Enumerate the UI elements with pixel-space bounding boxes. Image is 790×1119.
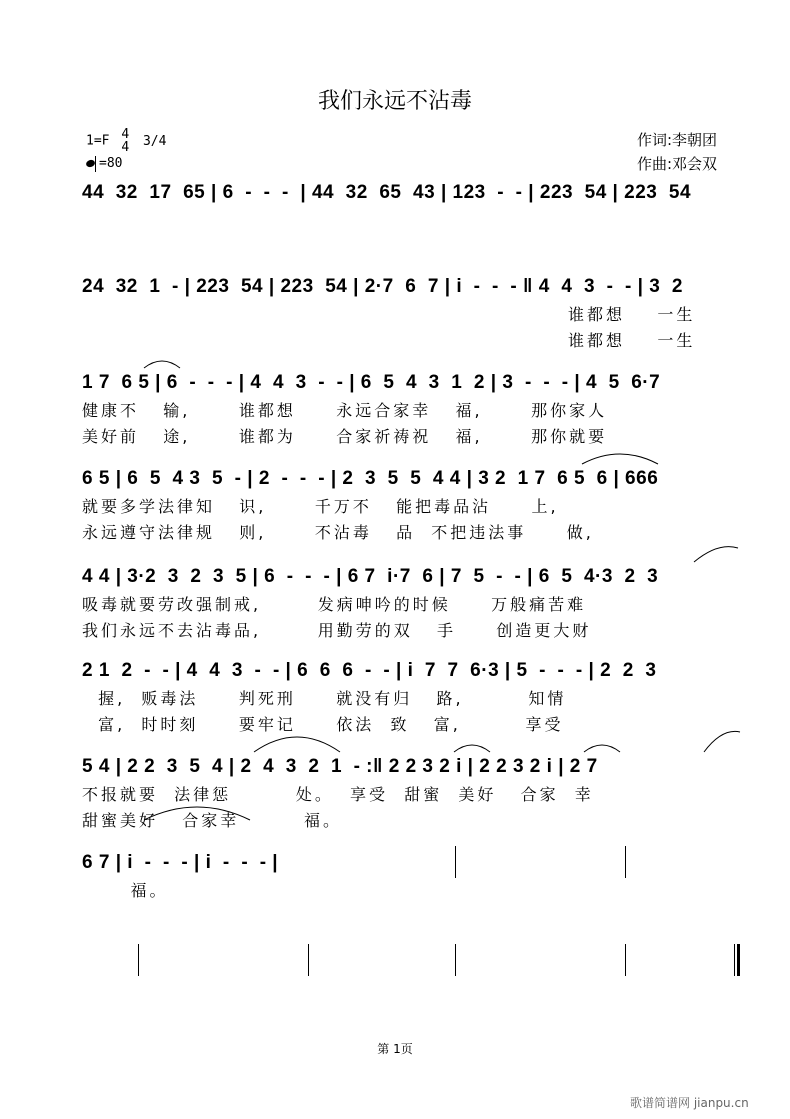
- bar-line: [625, 846, 626, 878]
- key-signature-block: [86, 128, 166, 172]
- slur-mark: [702, 730, 742, 754]
- lyric-verse-2: 永远遵守法律规 则, 不沾毒 品 不把违法事 做,: [82, 523, 594, 542]
- slur-mark: [252, 728, 342, 754]
- lyric-verse-1: 谁都想 一生: [568, 305, 696, 324]
- credits: [637, 128, 717, 176]
- final-bar-line-thin: [734, 944, 735, 976]
- lyric-verse-2: 我们永远不去沾毒品, 用勤劳的双 手 创造更大财: [82, 621, 592, 640]
- notation-row: 44 32 17 65 | 6 - - - | 44 32 65 43 | 123 - - | 223 54 | 223 54: [82, 182, 692, 203]
- key-signature: 1=F: [86, 133, 110, 149]
- tempo-marking: =80: [99, 156, 123, 171]
- lyric-verse-2: 谁都想 一生: [568, 331, 696, 350]
- bar-line: [625, 944, 626, 976]
- watermark: 歌谱简谱网 jianpu.cn: [630, 1096, 749, 1110]
- notation-row: 24 32 1 - | 223 54 | 223 54 | 2·7 6 7 | i - - - ‖ 4 4 3 - - | 3 2: [82, 276, 683, 297]
- lyric-verse-1: 健康不 输, 谁都想 永远合家幸 福, 那你家人: [82, 401, 608, 420]
- lyric-verse-2: 甜蜜美好 合家幸 福。: [82, 811, 342, 830]
- page-number: 第 1页: [377, 1042, 413, 1056]
- bar-line: [308, 944, 309, 976]
- final-bar-line-thick: [737, 944, 740, 976]
- alternate-time-signature: 3/4: [142, 133, 167, 149]
- lyric-verse-2: 美好前 途, 谁都为 合家祈祷祝 福, 那你就要: [82, 427, 608, 446]
- slur-mark: [142, 798, 252, 822]
- slur-mark: [452, 740, 492, 754]
- quarter-note-stem: [95, 156, 96, 172]
- bar-line: [455, 944, 456, 976]
- time-signature: [121, 128, 129, 154]
- slur-mark: [580, 448, 660, 466]
- lyric-verse-2: 富, 时时刻 要牢记 依法 致 富, 享受: [82, 715, 564, 734]
- lyricist: 作词:李朝团: [637, 131, 718, 149]
- lyric-verse-1: 不报就要 法律惩 处。 享受 甜蜜 美好 合家 幸: [82, 785, 594, 804]
- bar-line: [455, 846, 456, 878]
- page-title: 我们永远不沾毒: [317, 89, 472, 114]
- notation-row: 4 4 | 3·2 3 2 3 5 | 6 - - - | 6 7 i·7 6 | 7 5 - - | 6 5 4·3 2 3: [82, 566, 659, 587]
- bar-line: [138, 944, 139, 976]
- notation-row: 6 5 | 6 5 4 3 5 - | 2 - - - | 2 3 5 5 4 4 | 3 2 1 7 6 5 6 | 666: [82, 468, 659, 489]
- time-signature-numerator: 4: [121, 127, 130, 142]
- lyric-verse-1: 就要多学法律知 识, 千万不 能把毒品沾 上,: [82, 497, 559, 516]
- notation-row: 1 7 6 5 | 6 - - - | 4 4 3 - - | 6 5 4 3 1 2 | 3 - - - | 4 5 6·7: [82, 372, 661, 393]
- notation-row: 2 1 2 - - | 4 4 3 - - | 6 6 6 - - | i 7 7 6·3 | 5 - - - | 2 2 3: [82, 660, 657, 681]
- lyric-verse-1: 福。: [82, 881, 169, 900]
- slur-mark: [692, 544, 740, 564]
- notation-row: 6 7 | i - - - | i - - - |: [82, 852, 279, 873]
- slur-mark: [142, 356, 182, 370]
- time-signature-denominator: 4: [121, 140, 130, 155]
- notation-row: 5 4 | 2 2 3 5 4 | 2 4 3 2 1 - :‖ 2 2 3 2 i | 2 2 3 2 i | 2 7: [82, 756, 598, 777]
- lyric-verse-1: 吸毒就要劳改强制戒, 发病呻吟的时候 万般痛苦难: [82, 595, 587, 614]
- slur-mark: [582, 740, 622, 754]
- lyric-verse-1: 握, 贩毒法 判死刑 就没有归 路, 知情: [82, 689, 567, 708]
- composer: 作曲:邓会双: [637, 155, 718, 173]
